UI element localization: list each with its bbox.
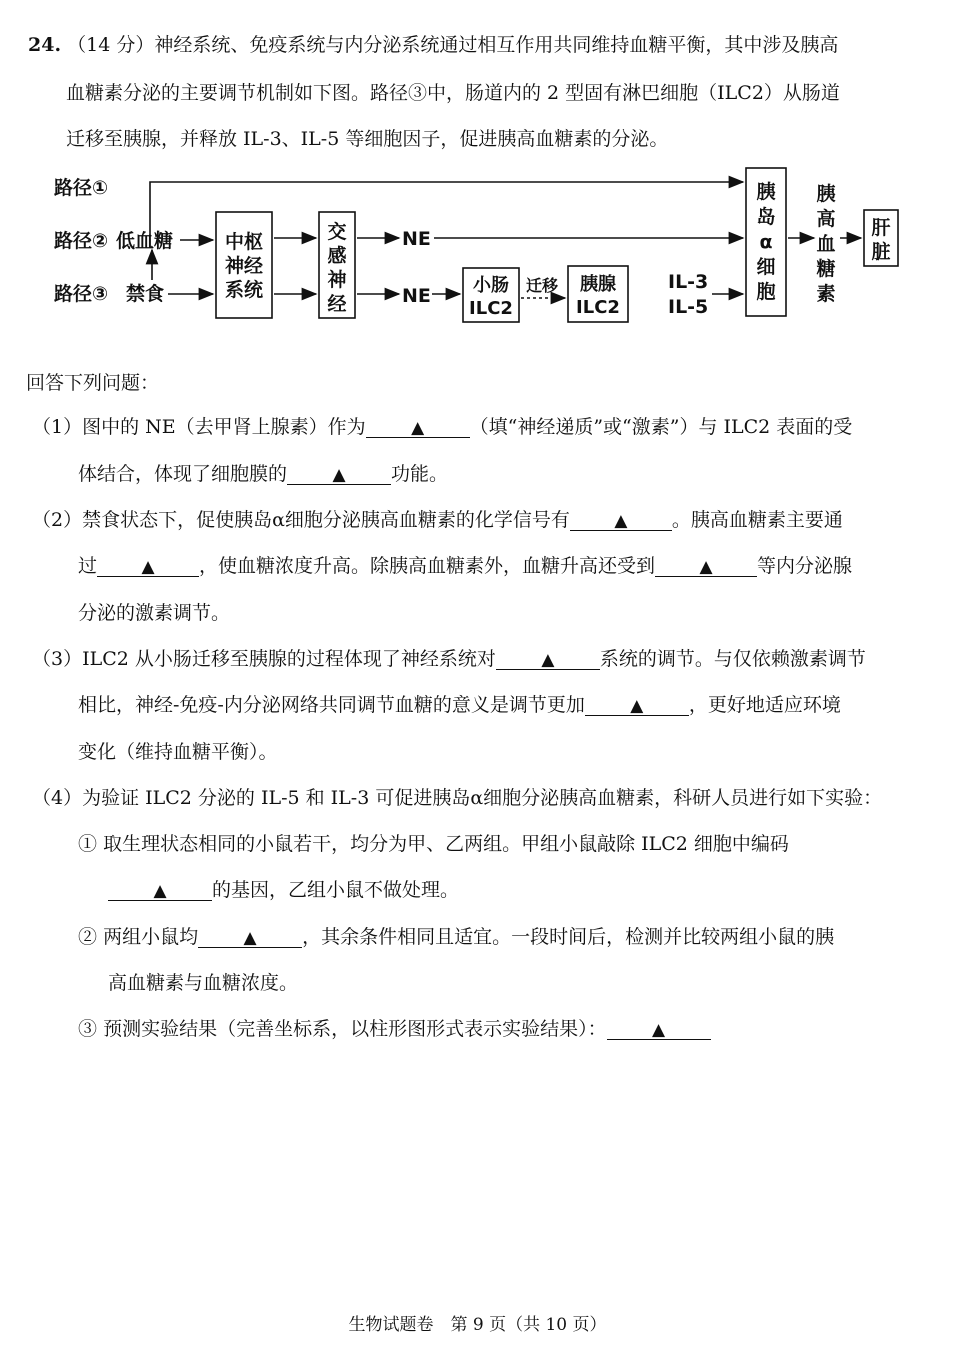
glucagon-text-3: 血 [816,233,836,255]
q3-text-a: （3）ILC2 从小肠迁移至胰腺的过程体现了神经系统对 [32,648,496,670]
path3-label: 路径③ [54,283,109,305]
blank-marker: ▲ [411,418,425,438]
question-number: 24. [28,34,62,56]
ne-top-label: NE [402,228,431,250]
q2-text-d: ，使血糖浓度升高。除胰高血糖素外，血糖升高还受到 [199,555,656,577]
q4-step1-line-1 [78,831,789,857]
blank-marker: ▲ [141,557,155,577]
alpha-cell-text-1: 胰 [756,181,776,203]
sympathetic-text-1: 交 [327,221,347,243]
gut-ilc2-text-2: ILC2 [469,298,513,319]
step3-text-a: 预测实验结果（完善坐标系，以柱形图形式表示实验结果）： [103,1018,607,1040]
question-intro-line-2: 血糖素分泌的主要调节机制如下图。路径③中，肠道内的 2 型固有淋巴细胞（ILC2）从肠道 [66,82,840,104]
blank-marker: ▲ [630,696,644,716]
sympathetic-text-3: 神 [327,269,347,291]
q3-line-1 [32,646,866,672]
path2-label: 路径② [54,230,109,252]
q1-blank-1[interactable] [366,415,470,438]
q1-text-b: （填“神经递质”或“激素”）与 ILC2 表面的受 [469,416,853,438]
q3-line-3: 变化（维持血糖平衡）。 [78,741,278,763]
answer-prompt: 回答下列问题： [26,372,160,394]
glucagon-text-4: 糖 [816,258,836,280]
page-footer: 生物试题卷 第 9 页（共 10 页） [348,1315,607,1335]
low-blood-sugar-label: 低血糖 [116,230,174,252]
sympathetic-text-4: 经 [327,293,347,315]
cns-text-3: 系统 [224,279,264,301]
il3-label: IL-3 [668,271,709,293]
glucagon-text-5: 素 [816,283,836,305]
question-intro-text-1: （14 分）神经系统、免疫系统与内分泌系统通过相互作用共同维持血糖平衡，其中涉及胰高 [67,34,839,56]
q4-blank-2[interactable] [198,925,302,948]
ne-bottom-label: NE [402,285,431,307]
q4-step2-line-1 [78,924,834,950]
q2-blank-2[interactable] [97,554,199,577]
q4-blank-3[interactable] [607,1017,711,1040]
liver-text-1: 肝 [871,217,891,239]
q3-text-d: ，更好地适应环境 [688,694,841,716]
question-intro-line-3: 迁移至胰腺，并释放 IL-3、IL-5 等细胞因子，促进胰高血糖素的分泌。 [66,128,669,150]
q2-line-3: 分泌的激素调节。 [78,602,231,624]
q2-blank-3[interactable] [655,554,757,577]
blank-marker: ▲ [243,928,257,948]
blank-marker: ▲ [332,465,346,485]
blank-marker: ▲ [652,1020,666,1040]
migrate-label: 迁移 [525,276,559,295]
alpha-cell-text-5: 胞 [756,281,776,303]
q3-text-b: 系统的调节。与仅依赖激素调节 [599,648,866,670]
step1-text-a: 取生理状态相同的小鼠若干，均分为甲、乙两组。甲组小鼠敲除 ILC2 细胞中编码 [103,833,789,855]
q1-line-1 [32,414,852,440]
q1-text-d: 功能。 [391,463,449,485]
blank-marker: ▲ [541,650,555,670]
q2-text-c: 过 [78,555,98,577]
cns-text-2: 神经 [224,255,264,277]
il5-label: IL-5 [668,296,709,318]
cns-text-1: 中枢 [224,231,264,253]
step2-text-b: ，其余条件相同且适宜。一段时间后，检测并比较两组小鼠的胰 [302,926,835,948]
liver-text-2: 脏 [871,241,891,263]
step3-number: ③ [78,1018,98,1040]
q2-text-e: 等内分泌腺 [757,555,853,577]
question-intro-line-1 [28,32,838,58]
q3-blank-2[interactable] [585,693,689,716]
alpha-cell-text-4: 细 [756,256,776,278]
q3-line-2 [78,692,841,718]
step2-text-a: 两组小鼠均 [103,926,199,948]
step1-text-b: 的基因，乙组小鼠不做处理。 [212,879,460,901]
q3-blank-1[interactable] [496,647,600,670]
q1-blank-2[interactable] [287,462,391,485]
blank-marker: ▲ [699,557,713,577]
fasting-label: 禁食 [126,283,165,305]
q1-line-2 [78,461,448,487]
blank-marker: ▲ [614,511,628,531]
glucagon-text-2: 高 [816,208,836,230]
q2-line-2 [78,553,852,579]
regulation-diagram [0,160,955,330]
path1-label: 路径① [54,177,109,199]
step1-number: ① [78,833,98,855]
blank-marker: ▲ [153,881,167,901]
q4-step3-line-1 [78,1016,711,1042]
q4-line-1: （4）为验证 ILC2 分泌的 IL-5 和 IL-3 可促进胰岛α细胞分泌胰高血糖素，科研人员进行如下实验： [32,787,883,809]
q4-step1-line-2 [108,877,459,903]
pancreas-ilc2-text-1: 胰腺 [580,274,616,295]
q4-step2-line-2: 高血糖素与血糖浓度。 [108,972,299,994]
q4-blank-1[interactable] [108,878,212,901]
q2-blank-1[interactable] [570,508,672,531]
gut-ilc2-text-1: 小肠 [473,275,509,296]
step2-number: ② [78,926,98,948]
alpha-cell-text-2: 岛 [756,206,776,228]
q1-text-c: 体结合，体现了细胞膜的 [78,463,288,485]
q3-text-c: 相比，神经-免疫-内分泌网络共同调节血糖的意义是调节更加 [78,694,585,716]
alpha-cell-text-3: α [759,231,773,253]
pancreas-ilc2-text-2: ILC2 [576,297,620,318]
sympathetic-text-2: 感 [327,245,347,267]
glucagon-text-1: 胰 [816,183,836,205]
q2-text-a: （2）禁食状态下，促使胰岛α细胞分泌胰高血糖素的化学信号有 [32,509,570,531]
q2-text-b: 。胰高血糖素主要通 [671,509,843,531]
q1-text-a: （1）图中的 NE（去甲肾上腺素）作为 [32,416,366,438]
q2-line-1 [32,507,843,533]
